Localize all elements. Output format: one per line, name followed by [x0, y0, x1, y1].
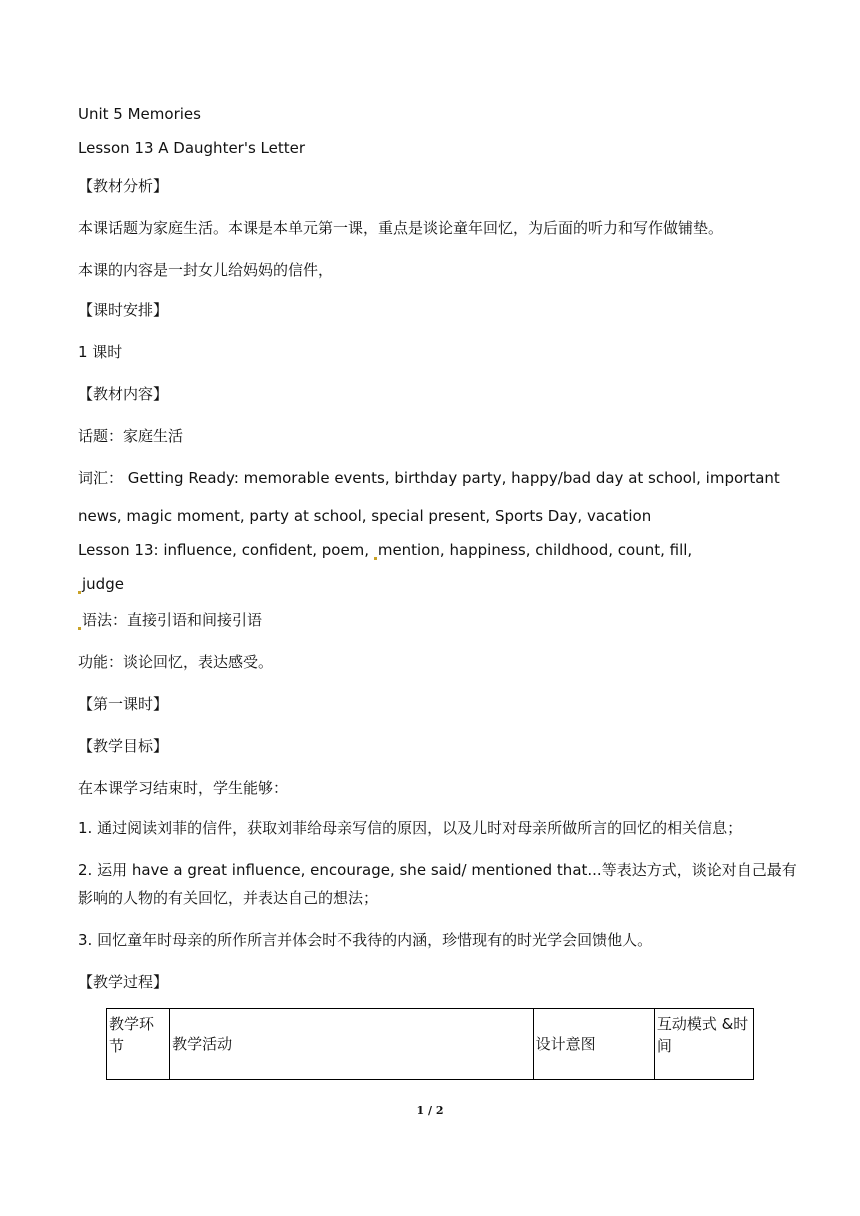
schedule-heading: 【课时安排】 [78, 301, 169, 319]
marker-dot [78, 591, 81, 594]
vocab-line-4-text: judge [82, 575, 124, 593]
vocab-line-4 [78, 574, 124, 594]
vocab-line-3-start: Lesson 13: influence, confident, poem, [78, 541, 374, 559]
process-table [106, 1008, 754, 1080]
header-cell-intent: 设计意图 [533, 1009, 654, 1080]
goals-intro: 在本课学习结束时，学生能够： [78, 779, 289, 797]
goal-1: 1. 通过阅读刘菲的信件，获取刘菲给母亲写信的原因，以及儿时对母亲所做所言的回忆的相关信息； [78, 819, 743, 837]
goals-heading: 【教学目标】 [78, 737, 169, 755]
analysis-paragraph-2: 本课的内容是一封女儿给妈妈的信件， [78, 261, 334, 279]
goal-3: 3. 回忆童年时母亲的所作所言并体会时不我待的内涵，珍惜现有的时光学会回馈他人。 [78, 931, 653, 949]
function-line: 功能：谈论回忆，表达感受。 [78, 653, 274, 671]
grammar-text: 语法：直接引语和间接引语 [82, 611, 263, 629]
schedule-value: 1 课时 [78, 343, 123, 361]
unit-title: Unit 5 Memories [78, 105, 201, 123]
topic-line: 话题：家庭生活 [78, 427, 184, 445]
marker-dot [374, 557, 377, 560]
table-header-row [107, 1009, 754, 1080]
goal-2-line-1: 2. 运用 have a great influence, encourage, she said/ mentioned that...等表达方式，谈论对自己最有 [78, 861, 797, 879]
vocab-line-3-end: mention, happiness, childhood, count, fill, [377, 541, 693, 559]
marker-dot [78, 627, 81, 630]
first-period-heading: 【第一课时】 [78, 695, 169, 713]
header-cell-mode-time: 互动模式 &时间 [654, 1009, 753, 1080]
vocab-line-3 [78, 540, 692, 560]
lesson-title: Lesson 13 A Daughter's Letter [78, 139, 306, 157]
vocab-line-1: 词汇： Getting Ready: memorable events, birthday party, happy/bad day at school, important [78, 469, 780, 487]
grammar-line [78, 610, 262, 630]
content-heading: 【教材内容】 [78, 385, 169, 403]
page-number: 1 / 2 [416, 1104, 444, 1117]
goal-2-line-2: 影响的人物的有关回忆，并表达自己的想法； [78, 889, 379, 907]
header-cell-stage: 教学环节 [107, 1009, 170, 1080]
analysis-paragraph-1: 本课话题为家庭生活。本课是本单元第一课，重点是谈论童年回忆，为后面的听力和写作做铺垫。 [78, 219, 724, 237]
process-heading: 【教学过程】 [78, 973, 169, 991]
vocab-line-2: news, magic moment, party at school, special present, Sports Day, vacation [78, 507, 652, 525]
analysis-heading: 【教材分析】 [78, 177, 169, 195]
header-cell-activity: 教学活动 [170, 1009, 534, 1080]
